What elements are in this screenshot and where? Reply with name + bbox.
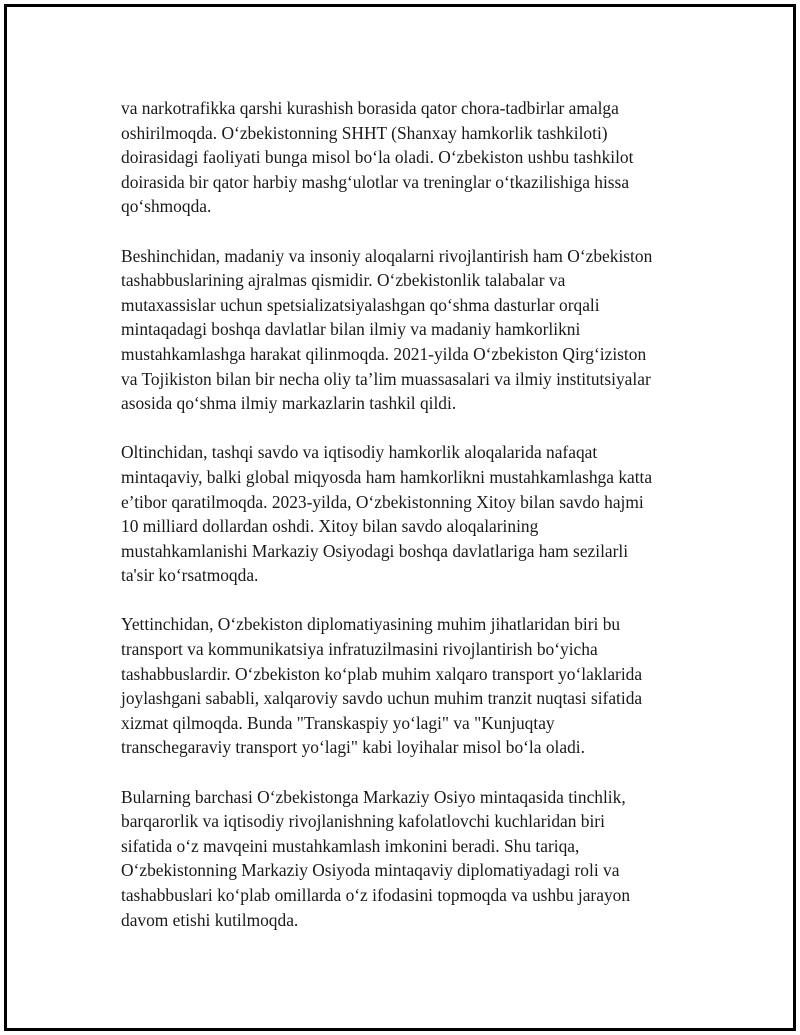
paragraph-1 <box>121 96 711 219</box>
paragraph-line: tashabbuslarining ajralmas qismidir. O‘zbekistonlik talabalar va <box>121 270 566 291</box>
paragraph-line: oshirilmoqda. O‘zbekistonning SHHT (Shanxay hamkorlik tashkiloti) <box>121 122 608 143</box>
paragraph-line: mustahkamlashga harakat qilinmoqda. 2021-yilda O‘zbekiston Qirg‘iziston <box>121 343 647 364</box>
paragraph-line: doirasida bir qator harbiy mashg‘ulotlar va treninglar o‘tkazilishiga hissa <box>121 171 630 192</box>
paragraph-line: Bularning barchasi O‘zbekistonga Markaziy Osiyo mintaqasida tinchlik, <box>121 786 626 807</box>
paragraph-line: asosida qo‘shma ilmiy markazlarin tashkil qildi. <box>121 393 457 414</box>
paragraph-line: 10 milliard dollardan oshdi. Xitoy bilan savdo aloqalarining <box>121 516 539 537</box>
paragraph-line: mintaqaviy, balki global miqyosda ham hamkorlikni mustahkamlashga katta <box>121 466 653 487</box>
paragraph-line: ta'sir ko‘rsatmoqda. <box>121 565 259 586</box>
paragraph-line: tashabbuslari ko‘plab omillarda o‘z ifodasini topmoqda va ushbu jarayon <box>121 885 631 905</box>
paragraph-5 <box>121 785 711 933</box>
paragraph-line: qo‘shmoqda. <box>121 196 212 217</box>
paragraph-spacer <box>121 588 711 613</box>
paragraph-line: transport va kommunikatsiya infratuzilmasini rivojlantirish bo‘yicha <box>121 639 598 660</box>
page-frame <box>4 4 796 1031</box>
paragraph-4 <box>121 612 711 760</box>
paragraph-line: e’tibor qaratilmoqda. 2023-yilda, O‘zbekistonning Xitoy bilan savdo hajmi <box>121 491 644 512</box>
paragraph-spacer <box>121 760 711 785</box>
paragraph-spacer <box>121 219 711 244</box>
document-body <box>121 96 711 932</box>
paragraph-line: doirasidagi faoliyati bunga misol bo‘la oladi. O‘zbekiston ushbu tashkilot <box>121 147 634 168</box>
paragraph-line: Oltinchidan, tashqi savdo va iqtisodiy hamkorlik aloqalarida nafaqat <box>121 442 598 463</box>
paragraph-line: barqarorlik va iqtisodiy rivojlanishning kafolatlovchi kuchlaridan biri <box>121 811 605 832</box>
paragraph-line: mustahkamlanishi Markaziy Osiyodagi boshqa davlatlariga ham sezilarli <box>121 540 629 561</box>
paragraph-3 <box>121 440 711 588</box>
paragraph-line: davom etishi kutilmoqda. <box>121 909 299 930</box>
paragraph-line: Yettinchidan, O‘zbekiston diplomatiyasining muhim jihatlaridan biri bu <box>121 614 621 635</box>
paragraph-line: mutaxassislar uchun spetsializatsiyalashgan qo‘shma dasturlar orqali <box>121 294 600 315</box>
paragraph-line: sifatida o‘z mavqeini mustahkamlash imkonini beradi. Shu tariqa, <box>121 835 580 856</box>
paragraph-line: tashabbuslardir. O‘zbekiston ko‘plab muhim xalqaro transport yo‘laklarida <box>121 663 643 684</box>
paragraph-line: mintaqadagi boshqa davlatlar bilan ilmiy va madaniy hamkorlikni <box>121 319 581 340</box>
paragraph-line: transchegaraviy transport yo‘lagi" kabi loyihalar misol bo‘la oladi. <box>121 737 585 758</box>
paragraph-line: Beshinchidan, madaniy va insoniy aloqalarni rivojlantirish ham O‘zbekiston <box>121 245 653 266</box>
paragraph-line: va narkotrafikka qarshi kurashish borasida qator chora-tadbirlar amalga <box>121 98 619 118</box>
paragraph-line: xizmat qilmoqda. Bunda "Transkaspiy yo‘lagi" va "Kunjuqtay <box>121 712 555 733</box>
paragraph-line: joylashgani sababli, xalqaroviy savdo uchun muhim tranzit nuqtasi sifatida <box>121 688 643 709</box>
paragraph-line: va Tojikiston bilan bir necha oliy ta’lim muassasalari va ilmiy institutsiyalar <box>121 368 651 389</box>
paragraph-spacer <box>121 416 711 441</box>
paragraph-2 <box>121 244 711 416</box>
paragraph-line: O‘zbekistonning Markaziy Osiyoda mintaqaviy diplomatiyadagi roli va <box>121 860 620 881</box>
